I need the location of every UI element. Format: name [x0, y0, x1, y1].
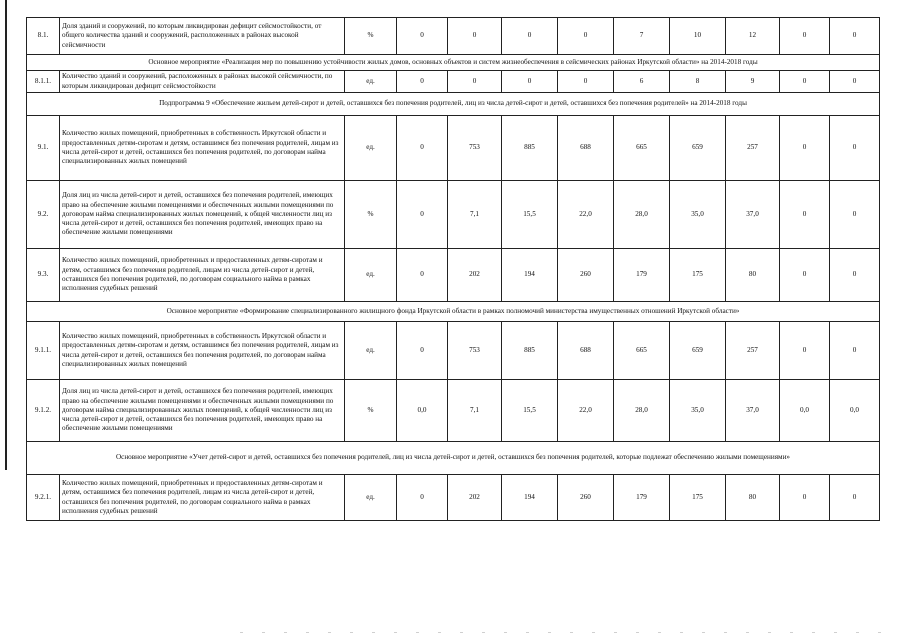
page-binding-line — [5, 0, 7, 470]
value-cell: 0 — [558, 71, 614, 93]
value-cell: 0 — [780, 249, 830, 302]
scan-artifact — [240, 632, 900, 633]
unit-cell: % — [345, 18, 397, 55]
indicator-name: Количество жилых помещений, приобретенных в собственность Иркутской области и предоставленных детям-сиротам и детям, оставшимся без попечения родителей, лицам из числа детей-сирот и детей, оставшихся без попечения родителей, по договорам найма специализированных жилых помещений — [60, 322, 345, 380]
value-cell: 753 — [448, 322, 502, 380]
value-cell: 179 — [614, 475, 670, 521]
value-cell: 0 — [780, 116, 830, 181]
value-cell: 0 — [397, 181, 448, 249]
table-row — [27, 116, 880, 181]
value-cell: 28,0 — [614, 181, 670, 249]
unit-cell: % — [345, 380, 397, 442]
value-cell: 0 — [448, 71, 502, 93]
value-cell: 194 — [502, 475, 558, 521]
table-row — [27, 181, 880, 249]
value-cell: 0 — [397, 71, 448, 93]
value-cell: 0 — [502, 18, 558, 55]
section-heading: Основное мероприятие «Учет детей-сирот и детей, оставшихся без попечения родителей, лиц из числа детей-сирот и детей, оставшихся без попечения родителей, которые подлежат обеспечению жилыми помещениями» — [27, 442, 880, 475]
row-number: 9.2.1. — [27, 475, 60, 521]
value-cell: 260 — [558, 475, 614, 521]
value-cell: 0 — [830, 71, 880, 93]
value-cell: 885 — [502, 116, 558, 181]
value-cell: 179 — [614, 249, 670, 302]
section-row — [27, 442, 880, 475]
section-row — [27, 93, 880, 116]
unit-cell: ед. — [345, 322, 397, 380]
value-cell: 12 — [726, 18, 780, 55]
value-cell: 0,0 — [780, 380, 830, 442]
value-cell: 665 — [614, 116, 670, 181]
value-cell: 0 — [830, 18, 880, 55]
value-cell: 28,0 — [614, 380, 670, 442]
section-heading: Основное мероприятие «Реализация мер по повышению устойчивости жилых домов, основных объектов и систем жизнеобеспечения в сейсмических районах Иркутской области» на 2014-2018 годы — [27, 55, 880, 71]
unit-cell: ед. — [345, 249, 397, 302]
value-cell: 0 — [502, 71, 558, 93]
value-cell: 22,0 — [558, 380, 614, 442]
value-cell: 0 — [780, 71, 830, 93]
value-cell: 37,0 — [726, 380, 780, 442]
value-cell: 37,0 — [726, 181, 780, 249]
indicators-table — [26, 17, 880, 521]
value-cell: 175 — [670, 475, 726, 521]
value-cell: 0 — [780, 475, 830, 521]
table-row — [27, 18, 880, 55]
value-cell: 35,0 — [670, 181, 726, 249]
value-cell: 15,5 — [502, 380, 558, 442]
value-cell: 0,0 — [830, 380, 880, 442]
value-cell: 257 — [726, 322, 780, 380]
indicator-name: Количество жилых помещений, приобретенных в собственность Иркутской области и предоставленных детям-сиротам и детям, оставшимся без попечения родителей, лицам из числа детей-сирот и детей, оставшихся без попечения родителей, по договорам найма специализированных жилых помещений — [60, 116, 345, 181]
value-cell: 665 — [614, 322, 670, 380]
value-cell: 688 — [558, 116, 614, 181]
value-cell: 80 — [726, 249, 780, 302]
value-cell: 0,0 — [397, 380, 448, 442]
row-number: 9.1.1. — [27, 322, 60, 380]
value-cell: 35,0 — [670, 380, 726, 442]
value-cell: 22,0 — [558, 181, 614, 249]
unit-cell: % — [345, 181, 397, 249]
indicator-name: Количество жилых помещений, приобретенных и предоставленных детям-сиротам и детям, оставшимся без попечения родителей, лицам из числа детей-сирот и детей, оставшихся без попечения родителей, по договорам социального найма в рамках исполнения судебных решений — [60, 475, 345, 521]
value-cell: 0 — [397, 322, 448, 380]
value-cell: 7 — [614, 18, 670, 55]
value-cell: 7,1 — [448, 380, 502, 442]
value-cell: 0 — [558, 18, 614, 55]
indicator-name: Доля лиц из числа детей-сирот и детей, оставшихся без попечения родителей, имеющих право на обеспечение жилыми помещениями и обеспеченных жилыми помещениями по договорам найма специализированных жилых помещений, к общей численности лиц из числа детей-сирот и детей, оставшихся без попечения родителей, имеющих право на обеспечение жилыми помещениями — [60, 380, 345, 442]
value-cell: 659 — [670, 322, 726, 380]
indicator-name: Доля зданий и сооружений, по которым ликвидирован дефицит сейсмостойкости, от общего количества зданий и сооружений, расположенных в районах высокой сейсмичности — [60, 18, 345, 55]
value-cell: 9 — [726, 71, 780, 93]
table-row — [27, 249, 880, 302]
value-cell: 0 — [397, 475, 448, 521]
row-number: 9.1.2. — [27, 380, 60, 442]
indicator-name: Количество зданий и сооружений, расположенных в районах высокой сейсмичности, по которым ликвидирован дефицит сейсмостойкости — [60, 71, 345, 93]
row-number: 8.1. — [27, 18, 60, 55]
table-row — [27, 71, 880, 93]
value-cell: 753 — [448, 116, 502, 181]
value-cell: 0 — [780, 181, 830, 249]
value-cell: 0 — [448, 18, 502, 55]
unit-cell: ед. — [345, 116, 397, 181]
value-cell: 175 — [670, 249, 726, 302]
section-heading: Основное мероприятие «Формирование специализированного жилищного фонда Иркутской области в рамках полномочий министерства имущественных отношений Иркутской области» — [27, 302, 880, 322]
value-cell: 202 — [448, 475, 502, 521]
value-cell: 0 — [780, 322, 830, 380]
row-number: 8.1.1. — [27, 71, 60, 93]
value-cell: 0 — [830, 116, 880, 181]
section-row — [27, 302, 880, 322]
table-row — [27, 380, 880, 442]
value-cell: 688 — [558, 322, 614, 380]
value-cell: 15,5 — [502, 181, 558, 249]
value-cell: 659 — [670, 116, 726, 181]
row-number: 9.1. — [27, 116, 60, 181]
table-body — [27, 18, 880, 521]
row-number: 9.2. — [27, 181, 60, 249]
value-cell: 0 — [830, 181, 880, 249]
section-row — [27, 55, 880, 71]
value-cell: 0 — [397, 18, 448, 55]
value-cell: 8 — [670, 71, 726, 93]
value-cell: 0 — [780, 18, 830, 55]
value-cell: 80 — [726, 475, 780, 521]
value-cell: 0 — [830, 322, 880, 380]
table-row — [27, 322, 880, 380]
table-row — [27, 475, 880, 521]
row-number: 9.3. — [27, 249, 60, 302]
value-cell: 0 — [830, 475, 880, 521]
value-cell: 202 — [448, 249, 502, 302]
value-cell: 885 — [502, 322, 558, 380]
section-heading: Подпрограмма 9 «Обеспечение жильем детей-сирот и детей, оставшихся без попечения родителей, лиц из числа детей-сирот и детей, оставшихся без попечения родителей» на 2014-2018 годы — [27, 93, 880, 116]
value-cell: 10 — [670, 18, 726, 55]
value-cell: 7,1 — [448, 181, 502, 249]
value-cell: 194 — [502, 249, 558, 302]
value-cell: 0 — [397, 116, 448, 181]
value-cell: 260 — [558, 249, 614, 302]
indicator-name: Количество жилых помещений, приобретенных и предоставленных детям-сиротам и детям, оставшимся без попечения родителей, лицам из числа детей-сирот и детей, оставшихся без попечения родителей, по договорам социального найма в рамках исполнения судебных решений — [60, 249, 345, 302]
value-cell: 257 — [726, 116, 780, 181]
value-cell: 6 — [614, 71, 670, 93]
indicator-name: Доля лиц из числа детей-сирот и детей, оставшихся без попечения родителей, имеющих право на обеспечение жилыми помещениями и обеспеченных жилыми помещениями по договорам найма специализированных жилых помещений, к общей численности лиц из числа детей-сирот и детей, оставшихся без попечения родителей, имеющих право на обеспечение жилыми помещениями — [60, 181, 345, 249]
value-cell: 0 — [397, 249, 448, 302]
unit-cell: ед. — [345, 475, 397, 521]
unit-cell: ед. — [345, 71, 397, 93]
value-cell: 0 — [830, 249, 880, 302]
